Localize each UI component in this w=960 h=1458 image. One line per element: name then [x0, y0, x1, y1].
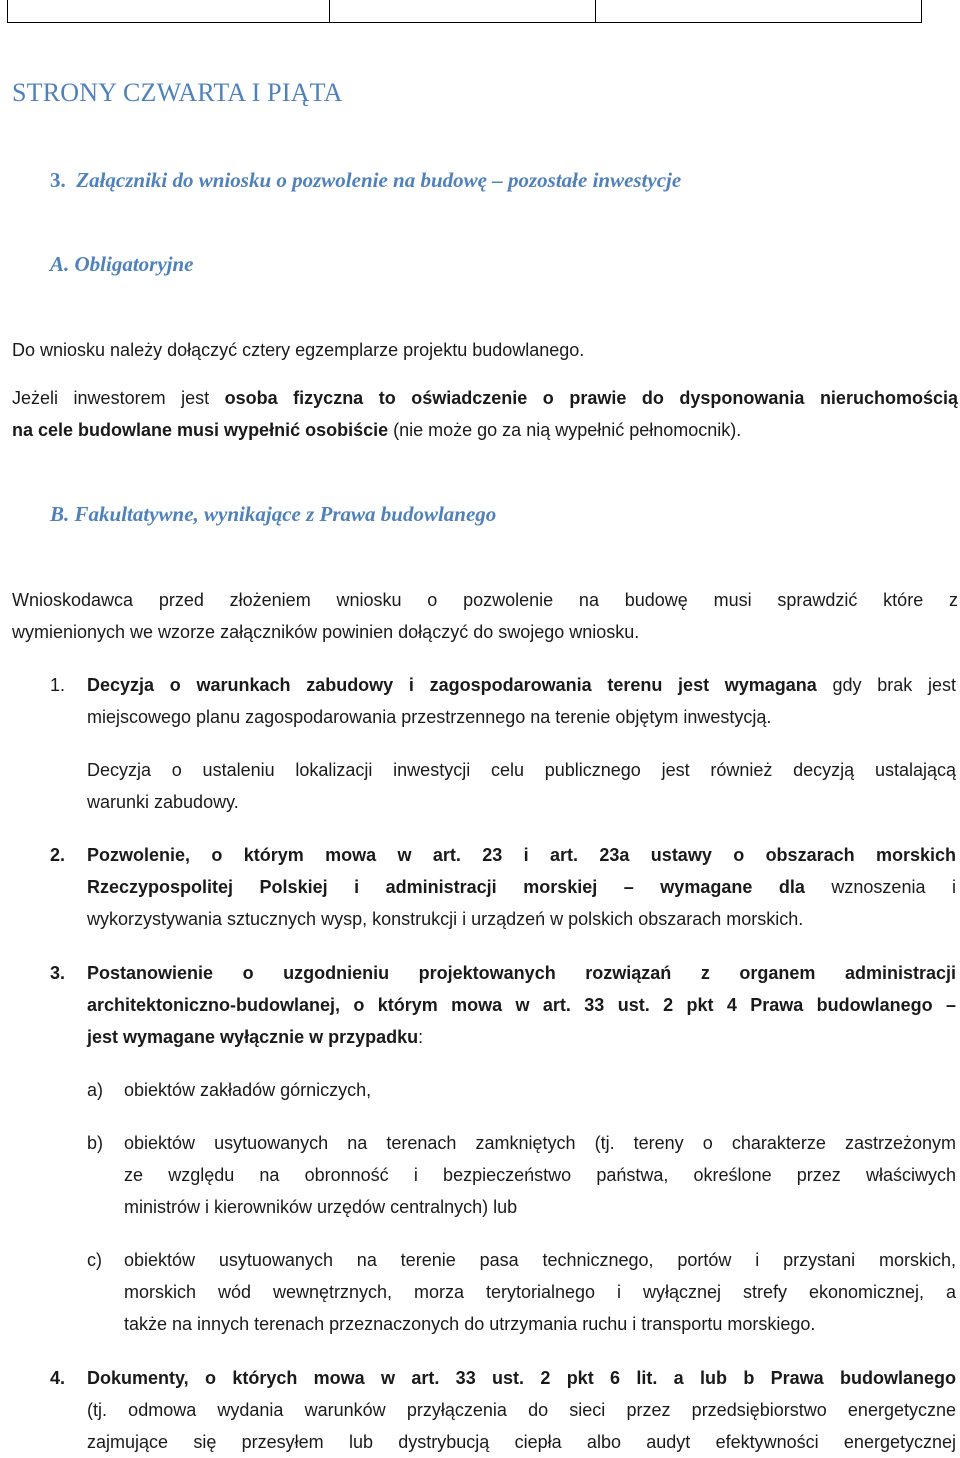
sub-item-line: ze względu na obronność i bezpieczeństwo państwa, określone przez właściwych — [124, 1165, 956, 1185]
section-b-heading: B. Fakultatywne, wynikające z Prawa budowlanego — [50, 502, 497, 526]
list-item-line: Pozwolenie, o którym mowa w art. 23 i art. 23a ustawy o obszarach morskich — [87, 845, 956, 865]
sub-item-line: obiektów zakładów górniczych, — [124, 1080, 372, 1100]
sub-item-b — [124, 1127, 956, 1223]
list-item-line: jest wymagane wyłącznie w przypadku: — [87, 1027, 424, 1047]
sub-item-label: c) — [87, 1250, 102, 1270]
paragraph-check — [12, 584, 958, 648]
list-item-line: warunki zabudowy. — [87, 792, 239, 812]
sub-item-a — [124, 1074, 956, 1106]
section-a-heading: A. Obligatoryjne — [50, 252, 194, 276]
list-item-line: (tj. odmowa wydania warunków przyłączenia do sieci przez przedsiębiorstwo energetyczne — [87, 1400, 956, 1420]
section-3-heading — [50, 168, 681, 193]
paragraph-line: Jeżeli inwestorem jest osoba fizyczna to oświadczenie o prawie do dysponowania nieruchomością — [12, 388, 958, 408]
sub-item-line: obiektów usytuowanych na terenie pasa technicznego, portów i przystani morskich, — [124, 1250, 956, 1270]
sub-item-line: obiektów usytuowanych na terenach zamkniętych (tj. tereny o charakterze zastrzeżonym — [124, 1133, 956, 1153]
sub-item-label: a) — [87, 1080, 104, 1100]
list-item-3 — [87, 957, 956, 1053]
section-title: Załączniki do wniosku o pozwolenie na budowę – pozostałe inwestycje — [76, 168, 682, 192]
list-item-line: zajmujące się przesyłem lub dystrybucją ciepła albo audyt efektywności energetycznej — [87, 1432, 956, 1452]
sub-item-label: b) — [87, 1133, 104, 1153]
list-item-line: miejscowego planu zagospodarowania przestrzennego na terenie objętym inwestycją. — [87, 707, 772, 727]
page-heading: STRONY CZWARTA I PIĄTA — [12, 78, 343, 107]
list-item-line: Decyzja o warunkach zabudowy i zagospodarowania terenu jest wymagana gdy brak jest — [87, 675, 956, 695]
list-item-line: Postanowienie o uzgodnieniu projektowanych rozwiązań z organem administracji — [87, 963, 956, 983]
paragraph-line: na cele budowlane musi wypełnić osobiście (nie może go za nią wypełnić pełnomocnik). — [12, 420, 742, 440]
paragraph-line: wymienionych we wzorze załączników powinien dołączyć do swojego wniosku. — [12, 622, 640, 642]
list-item-line: Dokumenty, o których mowa w art. 33 ust. 2 pkt 6 lit. a lub b Prawa budowlanego — [87, 1368, 956, 1388]
paragraph-line: Wnioskodawca przed złożeniem wniosku o pozwolenie na budowę musi sprawdzić które z — [12, 590, 958, 610]
list-item-line: architektoniczno-budowlanej, o którym mowa w art. 33 ust. 2 pkt 4 Prawa budowlanego – — [87, 995, 956, 1015]
sub-item-c — [124, 1244, 956, 1340]
list-item-line: Decyzja o ustaleniu lokalizacji inwestycji celu publicznego jest również decyzją ustalającą — [87, 760, 956, 780]
list-item-1 — [87, 669, 956, 733]
table-divider — [595, 0, 596, 22]
list-number: 2. — [50, 845, 66, 865]
list-item-1-note — [87, 754, 956, 818]
paragraph-copies: Do wniosku należy dołączyć cztery egzemplarze projektu budowlanego. — [12, 340, 585, 360]
list-item-4 — [87, 1362, 956, 1458]
section-number: 3. — [50, 168, 66, 192]
list-number: 4. — [50, 1368, 66, 1388]
list-item-line: wykorzystywania sztucznych wysp, konstrukcji i urządzeń w polskich obszarach morskich. — [87, 909, 804, 929]
sub-item-line: ministrów i kierowników urzędów centralnych) lub — [124, 1197, 518, 1217]
sub-item-line: morskich wód wewnętrznych, morza terytorialnego i wyłącznej strefy ekonomicznej, a — [124, 1282, 956, 1302]
list-item-line: Rzeczypospolitej Polskiej i administracji morskiej – wymagane dla wznoszenia i — [87, 877, 956, 897]
list-number: 3. — [50, 963, 66, 983]
table-border-top — [7, 0, 922, 23]
sub-item-line: także na innych terenach przeznaczonych do utrzymania ruchu i transportu morskiego. — [124, 1314, 816, 1334]
list-number: 1. — [50, 675, 66, 695]
list-item-2 — [87, 839, 956, 935]
table-divider — [329, 0, 330, 22]
paragraph-natural-person — [12, 382, 958, 446]
